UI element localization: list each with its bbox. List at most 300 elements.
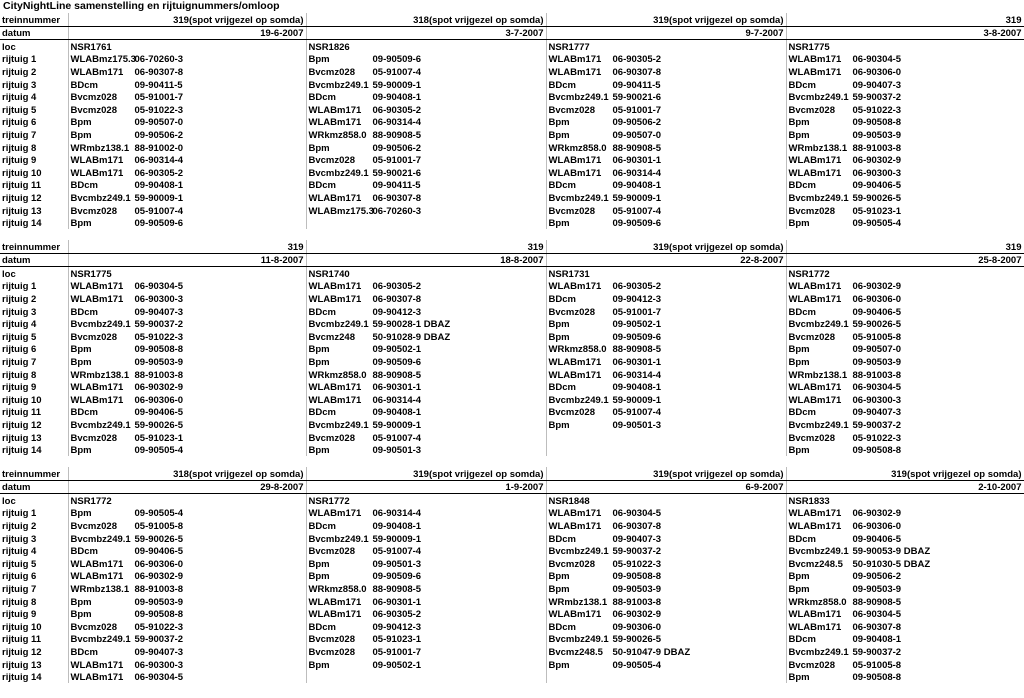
car-cell[interactable] xyxy=(546,557,786,570)
car-cell[interactable] xyxy=(306,217,546,230)
car-entry xyxy=(789,105,1022,116)
car-cell[interactable] xyxy=(306,330,546,343)
car-cell[interactable] xyxy=(786,570,1024,583)
row-label-rijtuig[interactable]: rijtuig 12 xyxy=(0,191,68,204)
car-cell[interactable] xyxy=(786,78,1024,91)
car-cell[interactable] xyxy=(546,191,786,204)
row-label-rijtuig[interactable]: rijtuig 10 xyxy=(0,620,68,633)
row-label-rijtuig[interactable]: rijtuig 5 xyxy=(0,557,68,570)
car-cell[interactable] xyxy=(68,217,306,230)
car-type: WLABm171 xyxy=(70,167,124,179)
car-cell[interactable] xyxy=(306,292,546,305)
car-number: 59-90037-2 xyxy=(134,634,184,646)
car-cell[interactable] xyxy=(68,608,306,621)
car-cell[interactable] xyxy=(306,191,546,204)
row-label-rijtuig[interactable]: rijtuig 6 xyxy=(0,570,68,583)
car-entry xyxy=(549,660,784,671)
car-cell[interactable] xyxy=(306,305,546,318)
car-cell[interactable] xyxy=(306,204,546,217)
row-label-rijtuig[interactable]: rijtuig 5 xyxy=(0,330,68,343)
car-number: 09-90502-1 xyxy=(372,659,422,671)
loc-cell[interactable]: NSR1772 xyxy=(306,494,546,507)
car-cell[interactable] xyxy=(546,292,786,305)
car-cell[interactable] xyxy=(68,91,306,104)
car-cell[interactable] xyxy=(786,381,1024,394)
car-entry xyxy=(549,193,784,204)
date-cell[interactable]: 1-9-2007 xyxy=(306,480,546,494)
loc-cell[interactable]: NSR1848 xyxy=(546,494,786,507)
car-cell[interactable] xyxy=(786,166,1024,179)
row-label-rijtuig[interactable]: rijtuig 14 xyxy=(0,444,68,457)
car-cell[interactable] xyxy=(786,128,1024,141)
row-label-rijtuig[interactable]: rijtuig 13 xyxy=(0,431,68,444)
row-label-treinnummer[interactable]: treinnummer xyxy=(0,13,68,26)
car-cell[interactable] xyxy=(68,671,306,684)
train-number-cell[interactable]: 318(spot vrijgezel op somda) xyxy=(306,13,546,26)
car-cell[interactable] xyxy=(546,330,786,343)
car-cell[interactable] xyxy=(546,343,786,356)
car-cell[interactable] xyxy=(306,532,546,545)
car-cell[interactable] xyxy=(786,91,1024,104)
row-label-rijtuig[interactable]: rijtuig 10 xyxy=(0,166,68,179)
car-cell[interactable] xyxy=(306,633,546,646)
car-cell[interactable] xyxy=(546,91,786,104)
car-cell[interactable] xyxy=(306,343,546,356)
car-cell[interactable] xyxy=(546,532,786,545)
table-row xyxy=(0,65,1024,78)
car-cell[interactable] xyxy=(306,318,546,331)
car-cell[interactable] xyxy=(786,330,1024,343)
car-number: 06-90305-2 xyxy=(612,54,662,66)
car-cell[interactable] xyxy=(546,645,786,658)
row-label-rijtuig[interactable]: rijtuig 14 xyxy=(0,671,68,684)
loc-cell[interactable]: NSR1775 xyxy=(786,40,1024,53)
car-cell[interactable] xyxy=(546,582,786,595)
train-number-cell[interactable]: 319 xyxy=(786,240,1024,253)
car-cell[interactable] xyxy=(306,78,546,91)
car-cell[interactable] xyxy=(546,280,786,293)
car-cell[interactable] xyxy=(68,431,306,444)
car-cell[interactable] xyxy=(546,608,786,621)
car-cell[interactable] xyxy=(786,645,1024,658)
car-cell[interactable] xyxy=(68,191,306,204)
loc-cell[interactable]: NSR1740 xyxy=(306,267,546,280)
row-label-rijtuig[interactable]: rijtuig 9 xyxy=(0,154,68,167)
row-label-rijtuig[interactable]: rijtuig 12 xyxy=(0,645,68,658)
row-label-rijtuig[interactable]: rijtuig 4 xyxy=(0,91,68,104)
loc-cell[interactable]: NSR1775 xyxy=(68,267,306,280)
car-entry xyxy=(71,660,304,671)
car-cell[interactable] xyxy=(546,431,786,444)
car-type: Bvcmz028 xyxy=(788,104,835,116)
car-type: Bpm xyxy=(70,445,92,457)
row-label-rijtuig[interactable]: rijtuig 2 xyxy=(0,519,68,532)
row-label-rijtuig[interactable]: rijtuig 8 xyxy=(0,595,68,608)
car-cell[interactable] xyxy=(306,570,546,583)
car-cell[interactable] xyxy=(68,292,306,305)
car-cell[interactable] xyxy=(546,444,786,457)
car-cell[interactable] xyxy=(306,658,546,671)
car-cell[interactable] xyxy=(546,166,786,179)
car-cell[interactable] xyxy=(786,343,1024,356)
table-row xyxy=(0,519,1024,532)
car-cell[interactable] xyxy=(306,557,546,570)
car-cell[interactable] xyxy=(546,368,786,381)
date-cell[interactable]: 25-8-2007 xyxy=(786,253,1024,267)
car-cell[interactable] xyxy=(306,103,546,116)
row-label-rijtuig[interactable]: rijtuig 4 xyxy=(0,318,68,331)
date-cell[interactable]: 6-9-2007 xyxy=(546,480,786,494)
row-label-rijtuig[interactable]: rijtuig 11 xyxy=(0,633,68,646)
car-cell[interactable] xyxy=(786,418,1024,431)
train-number-cell[interactable]: 319(spot vrijgezel op somda) xyxy=(786,467,1024,480)
car-cell[interactable] xyxy=(68,545,306,558)
date-cell[interactable]: 2-10-2007 xyxy=(786,480,1024,494)
car-cell[interactable] xyxy=(786,532,1024,545)
car-cell[interactable] xyxy=(306,608,546,621)
car-cell[interactable] xyxy=(546,620,786,633)
car-cell[interactable] xyxy=(306,393,546,406)
row-label-rijtuig[interactable]: rijtuig 3 xyxy=(0,78,68,91)
train-number-cell[interactable]: 319(spot vrijgezel op somda) xyxy=(546,240,786,253)
car-cell[interactable] xyxy=(546,633,786,646)
car-entry xyxy=(549,294,784,305)
car-cell[interactable] xyxy=(306,53,546,66)
car-number: 06-90306-0 xyxy=(134,394,184,406)
loc-cell[interactable]: NSR1833 xyxy=(786,494,1024,507)
row-label-rijtuig[interactable]: rijtuig 9 xyxy=(0,608,68,621)
car-type: Bvcmz028 xyxy=(788,331,835,343)
car-type: WLABm171 xyxy=(70,293,124,305)
car-number: 59-90026-5 xyxy=(852,192,902,204)
car-cell[interactable] xyxy=(68,406,306,419)
car-cell[interactable] xyxy=(786,406,1024,419)
car-cell[interactable] xyxy=(786,633,1024,646)
car-cell[interactable] xyxy=(306,141,546,154)
car-cell[interactable] xyxy=(68,116,306,129)
train-number-cell[interactable]: 319 xyxy=(68,240,306,253)
car-cell[interactable] xyxy=(68,141,306,154)
row-label-rijtuig[interactable]: rijtuig 7 xyxy=(0,582,68,595)
car-cell[interactable] xyxy=(786,368,1024,381)
car-cell[interactable] xyxy=(546,381,786,394)
date-cell[interactable]: 19-6-2007 xyxy=(68,26,306,40)
car-cell[interactable] xyxy=(546,658,786,671)
car-cell[interactable] xyxy=(306,519,546,532)
car-cell[interactable] xyxy=(786,658,1024,671)
car-cell[interactable] xyxy=(786,620,1024,633)
car-cell[interactable] xyxy=(306,381,546,394)
row-label-rijtuig[interactable]: rijtuig 14 xyxy=(0,217,68,230)
row-label-rijtuig[interactable]: rijtuig 1 xyxy=(0,280,68,293)
car-cell[interactable] xyxy=(68,368,306,381)
car-cell[interactable] xyxy=(68,658,306,671)
row-label-datum[interactable]: datum xyxy=(0,26,68,40)
car-cell[interactable] xyxy=(68,280,306,293)
car-cell[interactable] xyxy=(68,305,306,318)
loc-cell[interactable]: NSR1761 xyxy=(68,40,306,53)
car-cell[interactable] xyxy=(68,393,306,406)
car-cell[interactable] xyxy=(68,154,306,167)
car-cell[interactable] xyxy=(68,444,306,457)
car-type: Bpm xyxy=(548,129,570,141)
car-cell[interactable] xyxy=(786,204,1024,217)
train-number-cell[interactable]: 319 xyxy=(786,13,1024,26)
car-cell[interactable] xyxy=(68,318,306,331)
car-cell[interactable] xyxy=(786,595,1024,608)
car-cell[interactable] xyxy=(786,318,1024,331)
car-cell[interactable] xyxy=(546,305,786,318)
car-cell[interactable] xyxy=(68,103,306,116)
car-cell[interactable] xyxy=(546,179,786,192)
row-label-loc[interactable]: loc xyxy=(0,494,68,507)
car-entry xyxy=(309,370,544,381)
row-label-loc[interactable]: loc xyxy=(0,267,68,280)
car-cell[interactable] xyxy=(786,179,1024,192)
loc-cell[interactable]: NSR1772 xyxy=(68,494,306,507)
row-label-rijtuig[interactable]: rijtuig 1 xyxy=(0,53,68,66)
row-label-loc[interactable]: loc xyxy=(0,40,68,53)
car-cell[interactable] xyxy=(546,53,786,66)
car-type: Bvcmz028 xyxy=(308,634,355,646)
loc-cell[interactable]: NSR1777 xyxy=(546,40,786,53)
car-type: Bpm xyxy=(788,571,810,583)
row-label-rijtuig[interactable]: rijtuig 3 xyxy=(0,532,68,545)
car-entry xyxy=(309,597,544,608)
row-label-rijtuig[interactable]: rijtuig 7 xyxy=(0,128,68,141)
row-label-rijtuig[interactable]: rijtuig 10 xyxy=(0,393,68,406)
date-cell[interactable]: 18-8-2007 xyxy=(306,253,546,267)
loc-cell[interactable]: NSR1826 xyxy=(306,40,546,53)
car-cell[interactable] xyxy=(306,444,546,457)
date-cell[interactable]: 22-8-2007 xyxy=(546,253,786,267)
car-cell[interactable] xyxy=(306,620,546,633)
car-cell[interactable] xyxy=(68,582,306,595)
car-cell[interactable] xyxy=(68,532,306,545)
date-cell[interactable]: 3-7-2007 xyxy=(306,26,546,40)
car-cell[interactable] xyxy=(786,217,1024,230)
car-type: Bvcmbz249.1 xyxy=(788,319,849,331)
car-cell[interactable] xyxy=(786,519,1024,532)
car-cell[interactable] xyxy=(546,141,786,154)
row-label-rijtuig[interactable]: rijtuig 5 xyxy=(0,103,68,116)
car-cell[interactable] xyxy=(786,507,1024,520)
loc-cell[interactable]: NSR1731 xyxy=(546,267,786,280)
car-number: 06-90307-8 xyxy=(372,192,422,204)
car-cell[interactable] xyxy=(306,368,546,381)
date-cell[interactable]: 3-8-2007 xyxy=(786,26,1024,40)
car-cell[interactable] xyxy=(546,507,786,520)
row-label-rijtuig[interactable]: rijtuig 2 xyxy=(0,292,68,305)
car-cell[interactable] xyxy=(786,671,1024,684)
train-number-cell[interactable]: 319(spot vrijgezel op somda) xyxy=(306,467,546,480)
row-label-rijtuig[interactable]: rijtuig 1 xyxy=(0,507,68,520)
date-cell[interactable]: 9-7-2007 xyxy=(546,26,786,40)
car-cell[interactable] xyxy=(546,154,786,167)
car-cell[interactable] xyxy=(786,280,1024,293)
car-entry xyxy=(789,180,1022,191)
car-entry xyxy=(789,344,1022,355)
car-cell[interactable] xyxy=(786,191,1024,204)
car-entry xyxy=(309,130,544,141)
row-label-rijtuig[interactable]: rijtuig 7 xyxy=(0,355,68,368)
car-cell[interactable] xyxy=(546,545,786,558)
car-cell[interactable] xyxy=(68,557,306,570)
car-cell[interactable] xyxy=(68,595,306,608)
car-number: 05-91023-1 xyxy=(372,634,422,646)
car-cell[interactable] xyxy=(786,393,1024,406)
table-row xyxy=(0,570,1024,583)
car-cell[interactable] xyxy=(306,355,546,368)
car-entry xyxy=(71,193,304,204)
row-label-rijtuig[interactable]: rijtuig 13 xyxy=(0,658,68,671)
car-cell[interactable] xyxy=(786,305,1024,318)
row-label-rijtuig[interactable]: rijtuig 8 xyxy=(0,368,68,381)
car-cell[interactable] xyxy=(546,406,786,419)
car-cell[interactable] xyxy=(786,141,1024,154)
car-type: WLABm171 xyxy=(788,167,842,179)
car-cell[interactable] xyxy=(786,608,1024,621)
car-cell[interactable] xyxy=(306,645,546,658)
car-cell[interactable] xyxy=(546,355,786,368)
car-cell[interactable] xyxy=(68,633,306,646)
car-cell[interactable] xyxy=(546,393,786,406)
loc-cell[interactable]: NSR1772 xyxy=(786,267,1024,280)
car-cell[interactable] xyxy=(786,444,1024,457)
train-number-cell[interactable]: 319(spot vrijgezel op somda) xyxy=(546,13,786,26)
row-label-rijtuig[interactable]: rijtuig 11 xyxy=(0,179,68,192)
car-cell[interactable] xyxy=(68,330,306,343)
car-cell[interactable] xyxy=(68,166,306,179)
car-cell[interactable] xyxy=(306,545,546,558)
car-cell[interactable] xyxy=(68,381,306,394)
car-cell[interactable] xyxy=(786,355,1024,368)
car-cell[interactable] xyxy=(306,154,546,167)
car-cell[interactable] xyxy=(306,418,546,431)
train-number-cell[interactable]: 319(spot vrijgezel op somda) xyxy=(546,467,786,480)
car-type: BDcm xyxy=(548,180,576,192)
car-cell[interactable] xyxy=(786,545,1024,558)
car-type: Bpm xyxy=(788,344,810,356)
car-type: Bvcmz028 xyxy=(308,66,355,78)
car-entry xyxy=(549,117,784,128)
car-cell[interactable] xyxy=(546,128,786,141)
car-cell[interactable] xyxy=(68,78,306,91)
car-cell[interactable] xyxy=(306,595,546,608)
car-cell[interactable] xyxy=(68,645,306,658)
car-cell[interactable] xyxy=(546,103,786,116)
car-cell[interactable] xyxy=(306,406,546,419)
car-cell[interactable] xyxy=(546,204,786,217)
car-cell[interactable] xyxy=(68,343,306,356)
car-cell[interactable] xyxy=(306,166,546,179)
car-cell[interactable] xyxy=(546,671,786,684)
car-cell[interactable] xyxy=(306,179,546,192)
car-cell[interactable] xyxy=(786,65,1024,78)
row-label-treinnummer[interactable]: treinnummer xyxy=(0,467,68,480)
car-cell[interactable] xyxy=(68,53,306,66)
date-cell[interactable]: 29-8-2007 xyxy=(68,480,306,494)
car-number: 05-91001-7 xyxy=(612,104,662,116)
table-row xyxy=(0,292,1024,305)
car-cell[interactable] xyxy=(786,103,1024,116)
car-cell[interactable] xyxy=(546,318,786,331)
row-label-rijtuig[interactable]: rijtuig 11 xyxy=(0,406,68,419)
car-entry xyxy=(549,407,784,418)
car-type: Bpm xyxy=(788,129,810,141)
table-row xyxy=(0,671,1024,684)
row-label-rijtuig[interactable]: rijtuig 9 xyxy=(0,381,68,394)
car-type: Bvcmz028 xyxy=(70,104,117,116)
car-cell[interactable] xyxy=(546,65,786,78)
row-label-rijtuig[interactable]: rijtuig 8 xyxy=(0,141,68,154)
car-cell[interactable] xyxy=(68,418,306,431)
car-cell[interactable] xyxy=(68,620,306,633)
car-cell[interactable] xyxy=(786,431,1024,444)
row-label-rijtuig[interactable]: rijtuig 6 xyxy=(0,343,68,356)
car-cell[interactable] xyxy=(68,65,306,78)
car-cell[interactable] xyxy=(546,519,786,532)
car-cell[interactable] xyxy=(68,355,306,368)
car-cell[interactable] xyxy=(68,179,306,192)
car-entry xyxy=(549,130,784,141)
car-cell[interactable] xyxy=(68,204,306,217)
car-cell[interactable] xyxy=(546,217,786,230)
car-cell[interactable] xyxy=(306,582,546,595)
car-cell[interactable] xyxy=(306,128,546,141)
car-cell[interactable] xyxy=(306,65,546,78)
car-cell[interactable] xyxy=(786,292,1024,305)
row-label-rijtuig[interactable]: rijtuig 4 xyxy=(0,545,68,558)
car-cell[interactable] xyxy=(546,116,786,129)
car-cell[interactable] xyxy=(68,519,306,532)
car-cell[interactable] xyxy=(306,507,546,520)
car-cell[interactable] xyxy=(786,582,1024,595)
car-cell[interactable] xyxy=(68,128,306,141)
car-cell[interactable] xyxy=(306,671,546,684)
row-label-rijtuig[interactable]: rijtuig 3 xyxy=(0,305,68,318)
car-cell[interactable] xyxy=(546,595,786,608)
car-cell[interactable] xyxy=(306,116,546,129)
train-number-cell[interactable]: 318(spot vrijgezel op somda) xyxy=(68,467,306,480)
car-cell[interactable] xyxy=(546,570,786,583)
row-label-rijtuig[interactable]: rijtuig 2 xyxy=(0,65,68,78)
car-type: WLABm171 xyxy=(308,104,362,116)
row-label-rijtuig[interactable]: rijtuig 12 xyxy=(0,418,68,431)
car-cell[interactable] xyxy=(306,431,546,444)
car-cell[interactable] xyxy=(546,78,786,91)
train-number-cell[interactable]: 319 xyxy=(306,240,546,253)
row-label-datum[interactable]: datum xyxy=(0,480,68,494)
car-cell[interactable] xyxy=(786,557,1024,570)
car-cell[interactable] xyxy=(68,507,306,520)
car-cell[interactable] xyxy=(786,154,1024,167)
date-cell[interactable]: 11-8-2007 xyxy=(68,253,306,267)
car-number: 06-90300-3 xyxy=(852,167,902,179)
car-cell[interactable] xyxy=(306,91,546,104)
car-cell[interactable] xyxy=(68,570,306,583)
car-cell[interactable] xyxy=(546,418,786,431)
car-number: 05-91007-4 xyxy=(612,407,662,419)
row-label-datum[interactable]: datum xyxy=(0,253,68,267)
car-cell[interactable] xyxy=(786,53,1024,66)
train-number-cell[interactable]: 319(spot vrijgezel op somda) xyxy=(68,13,306,26)
row-label-rijtuig[interactable]: rijtuig 13 xyxy=(0,204,68,217)
car-cell[interactable] xyxy=(786,116,1024,129)
car-cell[interactable] xyxy=(306,280,546,293)
row-label-rijtuig[interactable]: rijtuig 6 xyxy=(0,116,68,129)
row-label-treinnummer[interactable]: treinnummer xyxy=(0,240,68,253)
